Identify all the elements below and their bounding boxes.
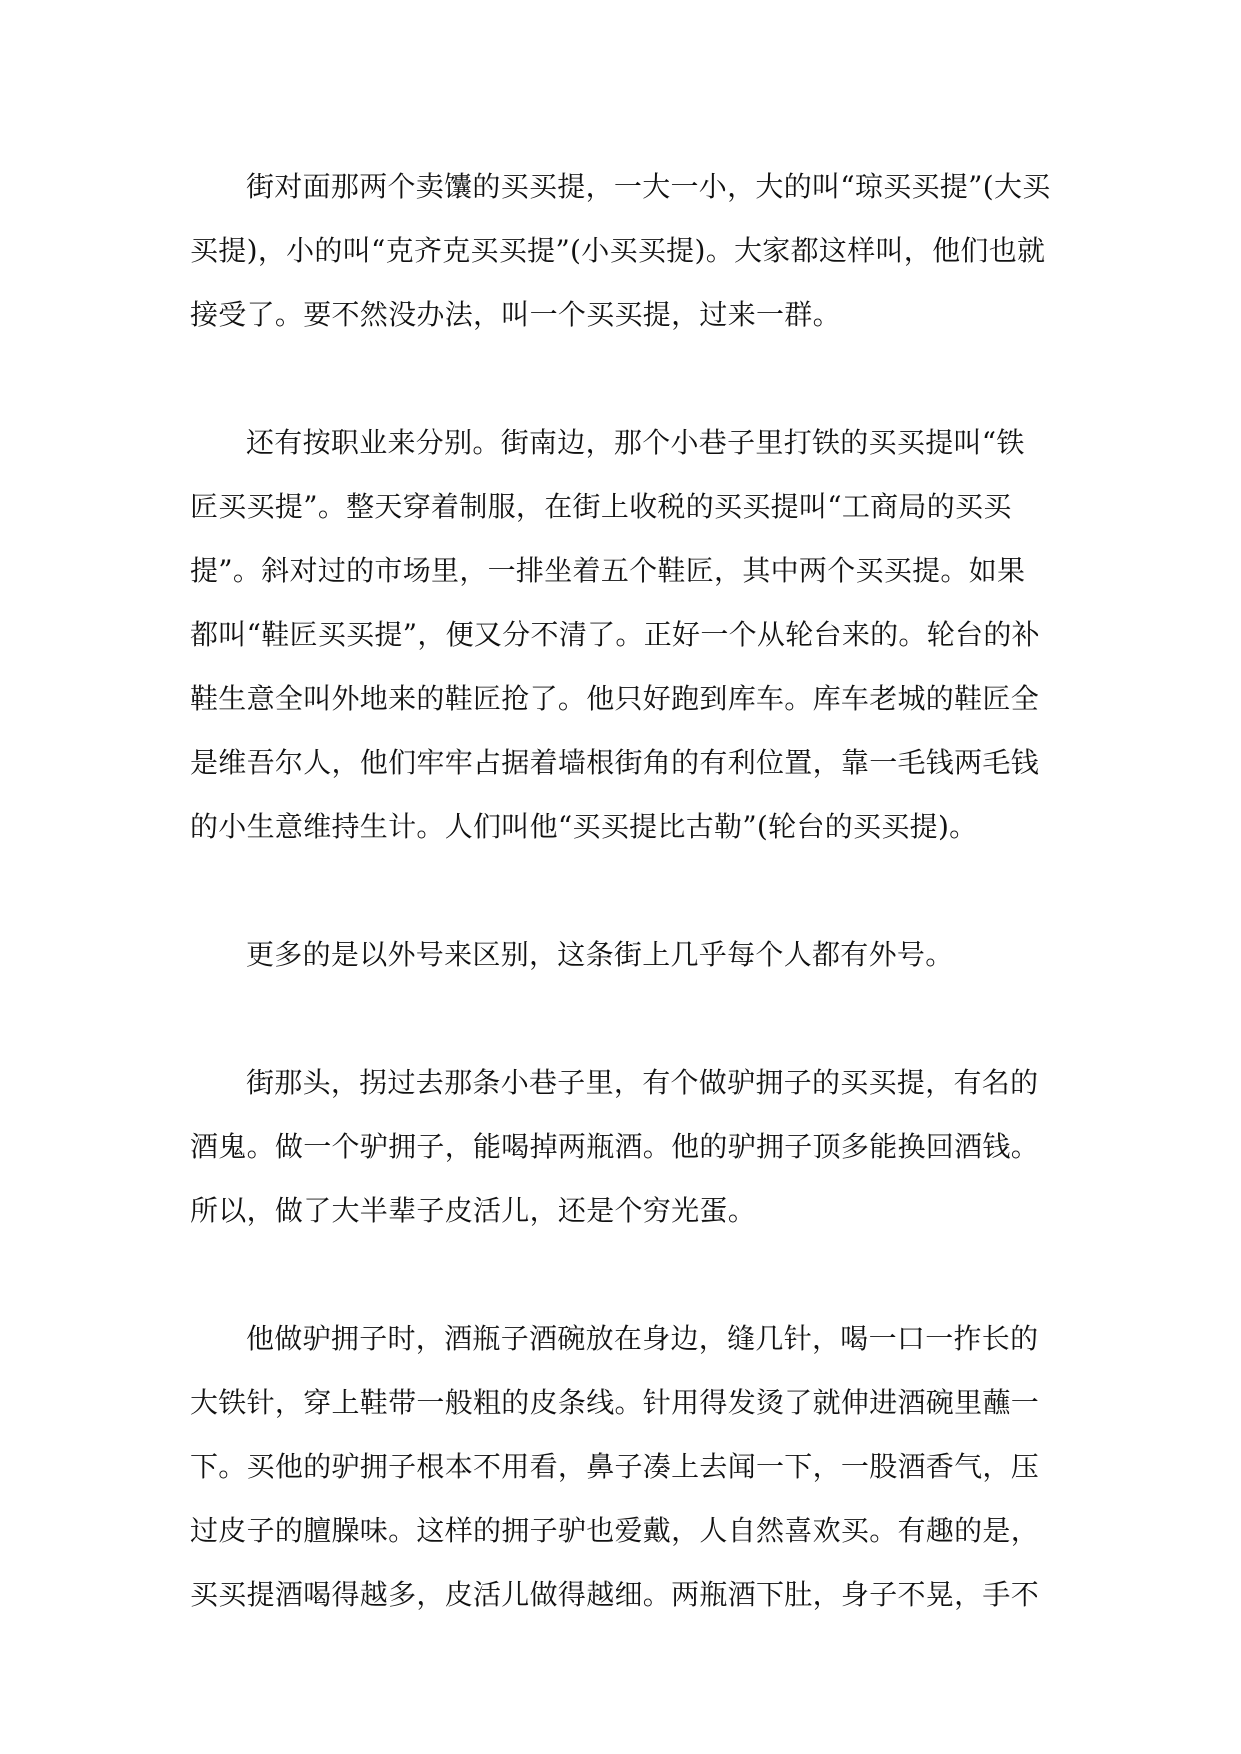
paragraph-3 bbox=[190, 923, 1065, 987]
text-line: 过皮子的膻臊味。这样的拥子驴也爱戴，人自然喜欢买。有趣的是， bbox=[190, 1514, 1040, 1547]
text-line: 街对面那两个卖馕的买买提，一大一小，大的叫“琼买买提”(大买 bbox=[246, 170, 1051, 203]
paragraph-5 bbox=[190, 1307, 1065, 1627]
paragraph-4 bbox=[190, 1051, 1065, 1243]
text-line: 匠买买提”。整天穿着制服，在街上收税的买买提叫“工商局的买买 bbox=[190, 490, 1012, 523]
paragraph-1 bbox=[190, 155, 1065, 347]
text-line: 买提)，小的叫“克齐克买买提”(小买买提)。大家都这样叫，他们也就 bbox=[190, 234, 1046, 267]
text-line: 接受了。要不然没办法，叫一个买买提，过来一群。 bbox=[190, 298, 841, 331]
text-line: 所以，做了大半辈子皮活儿，还是个穷光蛋。 bbox=[190, 1194, 757, 1227]
text-line: 还有按职业来分别。街南边，那个小巷子里打铁的买买提叫“铁 bbox=[246, 426, 1025, 459]
text-line: 都叫“鞋匠买买提”，便又分不清了。正好一个从轮台来的。轮台的补 bbox=[190, 618, 1040, 651]
text-line: 更多的是以外号来区别，这条街上几乎每个人都有外号。 bbox=[246, 938, 954, 971]
text-line: 是维吾尔人，他们牢牢占据着墙根街角的有利位置，靠一毛钱两毛钱 bbox=[190, 746, 1040, 779]
paragraph-2 bbox=[190, 411, 1065, 859]
text-line: 大铁针，穿上鞋带一般粗的皮条线。针用得发烫了就伸进酒碗里蘸一 bbox=[190, 1386, 1040, 1419]
text-line: 鞋生意全叫外地来的鞋匠抢了。他只好跑到库车。库车老城的鞋匠全 bbox=[190, 682, 1040, 715]
text-line: 他做驴拥子时，酒瓶子酒碗放在身边，缝几针，喝一口一拃长的 bbox=[246, 1322, 1039, 1355]
text-line: 提”。斜对过的市场里，一排坐着五个鞋匠，其中两个买买提。如果 bbox=[190, 554, 1026, 587]
text-line: 街那头，拐过去那条小巷子里，有个做驴拥子的买买提，有名的 bbox=[246, 1066, 1039, 1099]
body-text bbox=[190, 155, 1065, 1627]
text-line: 下。买他的驴拥子根本不用看，鼻子凑上去闻一下，一股酒香气，压 bbox=[190, 1450, 1040, 1483]
text-line: 买买提酒喝得越多，皮活儿做得越细。两瓶酒下肚，身子不晃，手不 bbox=[190, 1578, 1040, 1611]
text-line: 酒鬼。做一个驴拥子，能喝掉两瓶酒。他的驴拥子顶多能换回酒钱。 bbox=[190, 1130, 1040, 1163]
text-line: 的小生意维持生计。人们叫他“买买提比古勒”(轮台的买买提)。 bbox=[190, 810, 978, 843]
